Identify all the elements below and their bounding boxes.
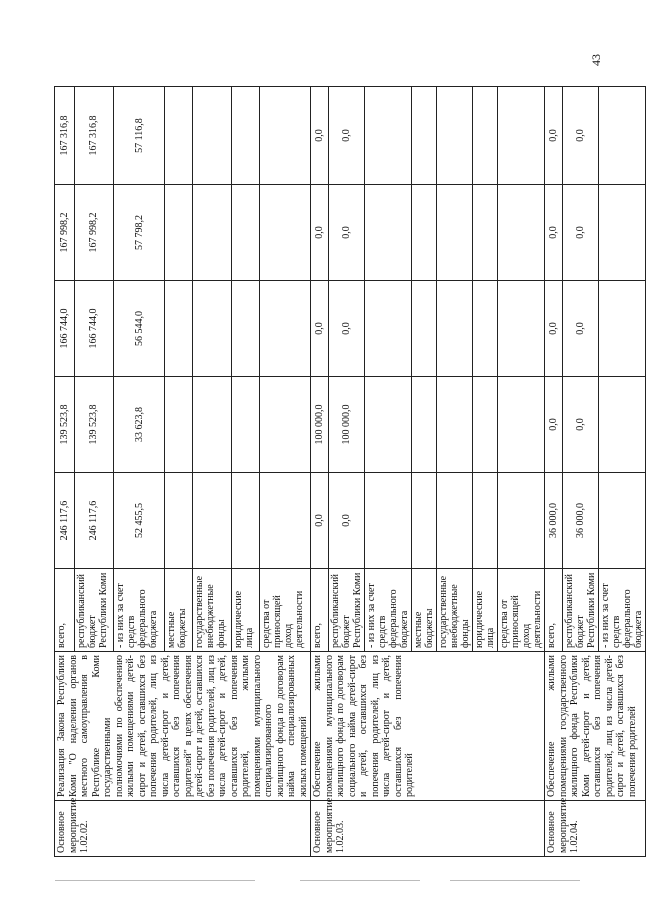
amount-cell <box>165 473 192 569</box>
funding-source: государственные внебюджетные фонды <box>437 569 473 652</box>
amount-cell <box>473 377 498 473</box>
amount-cell <box>232 281 259 377</box>
amount-cell <box>232 87 259 185</box>
amount-cell <box>412 185 437 281</box>
amount-cell <box>498 281 545 377</box>
amount-cell: 246 117,6 <box>55 473 75 569</box>
amount-cell: 36 000,0 <box>563 473 599 569</box>
amount-cell <box>599 281 646 377</box>
scan-bottom-edge <box>0 880 640 883</box>
amount-cell <box>599 185 646 281</box>
amount-cell <box>498 185 545 281</box>
amount-cell <box>232 473 259 569</box>
amount-cell: 0,0 <box>329 281 365 377</box>
amount-cell <box>437 281 473 377</box>
amount-cell: 0,0 <box>563 87 599 185</box>
amount-cell: 0,0 <box>311 473 329 569</box>
amount-cell: 0,0 <box>545 185 563 281</box>
amount-cell <box>437 185 473 281</box>
amount-cell: 33 623,8 <box>114 377 165 473</box>
measure-code: Основное мероприятие 1.02.03. <box>311 801 545 857</box>
measure-description: Обеспечение жилыми помещениями государственного жилищного фонда Республики Коми детей-сирот и детей, оставшихся без попечения родителей, лиц из числа детей-сирот и детей, оставшихся без попечения родителей <box>545 652 646 801</box>
amount-cell <box>259 281 310 377</box>
amount-cell: 167 316,8 <box>74 87 113 185</box>
amount-cell <box>259 473 310 569</box>
amount-cell <box>192 87 231 185</box>
table-row <box>55 87 75 857</box>
amount-cell <box>437 87 473 185</box>
measure-code: Основное мероприятие 1.02.04. <box>545 801 646 857</box>
funding-source: республиканский бюджет Республики Коми <box>74 569 113 652</box>
funding-source: юридические лица <box>232 569 259 652</box>
amount-cell <box>412 377 437 473</box>
funding-source: республиканский бюджет Республики Коми <box>329 569 365 652</box>
amount-cell <box>365 87 412 185</box>
amount-cell <box>412 473 437 569</box>
amount-cell <box>192 473 231 569</box>
amount-cell: 139 523,8 <box>55 377 75 473</box>
amount-cell <box>365 281 412 377</box>
page-number: 43 <box>589 54 603 66</box>
table-row <box>311 87 329 857</box>
funding-source: всего, <box>55 569 75 652</box>
amount-cell: 0,0 <box>545 281 563 377</box>
amount-cell <box>259 377 310 473</box>
amount-cell <box>437 377 473 473</box>
funding-source: - из них за счет средств федерального бюджета <box>114 569 165 652</box>
amount-cell: 0,0 <box>563 377 599 473</box>
amount-cell <box>473 87 498 185</box>
rotated-table-container <box>54 87 644 857</box>
amount-cell <box>473 281 498 377</box>
measure-code: Основное мероприятие 1.02.02. <box>55 801 311 857</box>
amount-cell: 36 000,0 <box>545 473 563 569</box>
amount-cell: 167 316,8 <box>55 87 75 185</box>
amount-cell <box>259 185 310 281</box>
amount-cell: 52 455,5 <box>114 473 165 569</box>
amount-cell: 167 998,2 <box>74 185 113 281</box>
amount-cell <box>473 473 498 569</box>
amount-cell <box>473 185 498 281</box>
amount-cell <box>437 473 473 569</box>
amount-cell <box>192 185 231 281</box>
funding-source: всего, <box>311 569 329 652</box>
amount-cell <box>165 87 192 185</box>
funding-source: юридические лица <box>473 569 498 652</box>
amount-cell: 0,0 <box>311 87 329 185</box>
funding-source: средства от приносящей доход деятельности <box>259 569 310 652</box>
amount-cell: 100 000,0 <box>329 377 365 473</box>
amount-cell: 0,0 <box>563 281 599 377</box>
amount-cell <box>165 185 192 281</box>
amount-cell: 0,0 <box>545 377 563 473</box>
amount-cell <box>599 377 646 473</box>
funding-source: всего, <box>545 569 563 652</box>
amount-cell <box>165 281 192 377</box>
funding-source: республиканский бюджет Республики Коми <box>563 569 599 652</box>
amount-cell <box>259 87 310 185</box>
amount-cell: 57 116,8 <box>114 87 165 185</box>
amount-cell <box>498 473 545 569</box>
amount-cell <box>165 377 192 473</box>
amount-cell <box>192 281 231 377</box>
table-row <box>545 87 563 857</box>
amount-cell <box>192 377 231 473</box>
amount-cell <box>599 473 646 569</box>
amount-cell: 56 544,0 <box>114 281 165 377</box>
amount-cell: 100 000,0 <box>311 377 329 473</box>
amount-cell <box>498 377 545 473</box>
amount-cell: 166 744,0 <box>74 281 113 377</box>
funding-source: - из них за счет средств федерального бюджета <box>599 569 646 652</box>
measure-description: Обеспечение жилыми помещениями муниципального жилищного фонда по договорам социального найма детей-сирот и детей, оставшихся без попечения родителей, лиц из числа детей-сирот и детей, оставшихся без попечения родителей <box>311 652 545 801</box>
amount-cell <box>365 377 412 473</box>
amount-cell: 167 998,2 <box>55 185 75 281</box>
amount-cell: 0,0 <box>329 87 365 185</box>
amount-cell: 57 798,2 <box>114 185 165 281</box>
amount-cell <box>412 281 437 377</box>
funding-source: средства от приносящей доход деятельности <box>498 569 545 652</box>
amount-cell: 139 523,8 <box>74 377 113 473</box>
amount-cell: 0,0 <box>329 185 365 281</box>
amount-cell <box>599 87 646 185</box>
amount-cell: 0,0 <box>311 185 329 281</box>
measure-description: Реализация Закона Республики Коми "О наделении органов местного самоуправления в Республике Коми государственными полномочиями по обеспечению жилыми помещениями детей-сирот и детей, оставшихся без попечения родителей, лиц из числа детей-сирот и детей, оставшихся без попечения родителей" в целях обеспечения детей-сирот и детей, оставшихся без попечения родителей, лиц из числа детей-сирот и детей, оставшихся без попечения родителей, жилыми помещениями муниципального специализированного жилищного фонда по договорам найма специализированных жилых помещений <box>55 652 311 801</box>
amount-cell <box>232 185 259 281</box>
amount-cell: 0,0 <box>329 473 365 569</box>
funding-table-body <box>55 87 646 857</box>
funding-source: - из них за счет средств федерального бюджета <box>365 569 412 652</box>
amount-cell <box>412 87 437 185</box>
amount-cell <box>498 87 545 185</box>
amount-cell: 0,0 <box>311 281 329 377</box>
amount-cell <box>365 185 412 281</box>
funding-source: местные бюджеты <box>412 569 437 652</box>
funding-source: местные бюджеты <box>165 569 192 652</box>
amount-cell: 0,0 <box>545 87 563 185</box>
amount-cell: 0,0 <box>563 185 599 281</box>
amount-cell <box>232 377 259 473</box>
funding-source: государственные внебюджетные фонды <box>192 569 231 652</box>
funding-table <box>54 86 646 857</box>
amount-cell: 246 117,6 <box>74 473 113 569</box>
amount-cell: 166 744,0 <box>55 281 75 377</box>
amount-cell <box>365 473 412 569</box>
